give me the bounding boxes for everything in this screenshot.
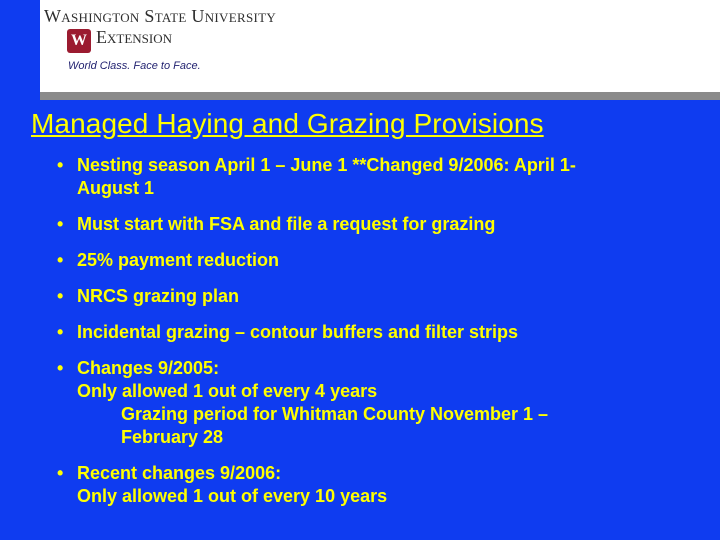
bullet-dot-icon: • (57, 358, 64, 378)
bullet-text: Recent changes 9/2006: (77, 463, 282, 483)
bullet-text: Nesting season April 1 – June 1 **Changed 9/2006: April 1- (77, 155, 576, 175)
bullet-dot-icon: • (57, 286, 64, 306)
bullet-dot-icon: • (57, 214, 64, 234)
sub-bullet-text: Grazing period for Whitman County November 1 – (121, 404, 549, 424)
seal-glyph: W (71, 32, 87, 49)
bullet-text: Only allowed 1 out of every 10 years (77, 486, 388, 506)
bullet-text: 25% payment reduction (77, 250, 280, 270)
sub-bullet-text: February 28 (121, 427, 224, 447)
banner-shadow-bottom (52, 92, 720, 100)
tagline: World Class. Face to Face. (68, 60, 201, 72)
bullet-item (57, 462, 697, 508)
bullet-item (57, 213, 697, 236)
bullet-item (57, 321, 697, 344)
slide-title: Managed Haying and Grazing Provisions (31, 108, 544, 139)
bullet-text: NRCS grazing plan (77, 286, 240, 306)
university-name: Washington State University (44, 6, 277, 26)
bullet-dot-icon: • (57, 463, 64, 483)
bullet-dot-icon: • (57, 322, 64, 342)
bullet-text: August 1 (77, 178, 155, 198)
bullet-item (57, 357, 697, 449)
bullet-dot-icon: • (57, 250, 64, 270)
bullet-item (57, 285, 697, 308)
bullet-text: Only allowed 1 out of every 4 years (77, 381, 378, 401)
bullet-text: Must start with FSA and file a request for grazing (77, 214, 496, 234)
bullet-text: Changes 9/2005: (77, 358, 220, 378)
bullet-item (57, 249, 697, 272)
bullet-dot-icon: • (57, 155, 64, 175)
bullet-item (57, 154, 697, 200)
bullet-list (57, 154, 697, 508)
wsu-seal-icon (67, 29, 91, 53)
bullet-text: Incidental grazing – contour buffers and filter strips (77, 322, 519, 342)
extension-label: Extension (96, 27, 172, 47)
